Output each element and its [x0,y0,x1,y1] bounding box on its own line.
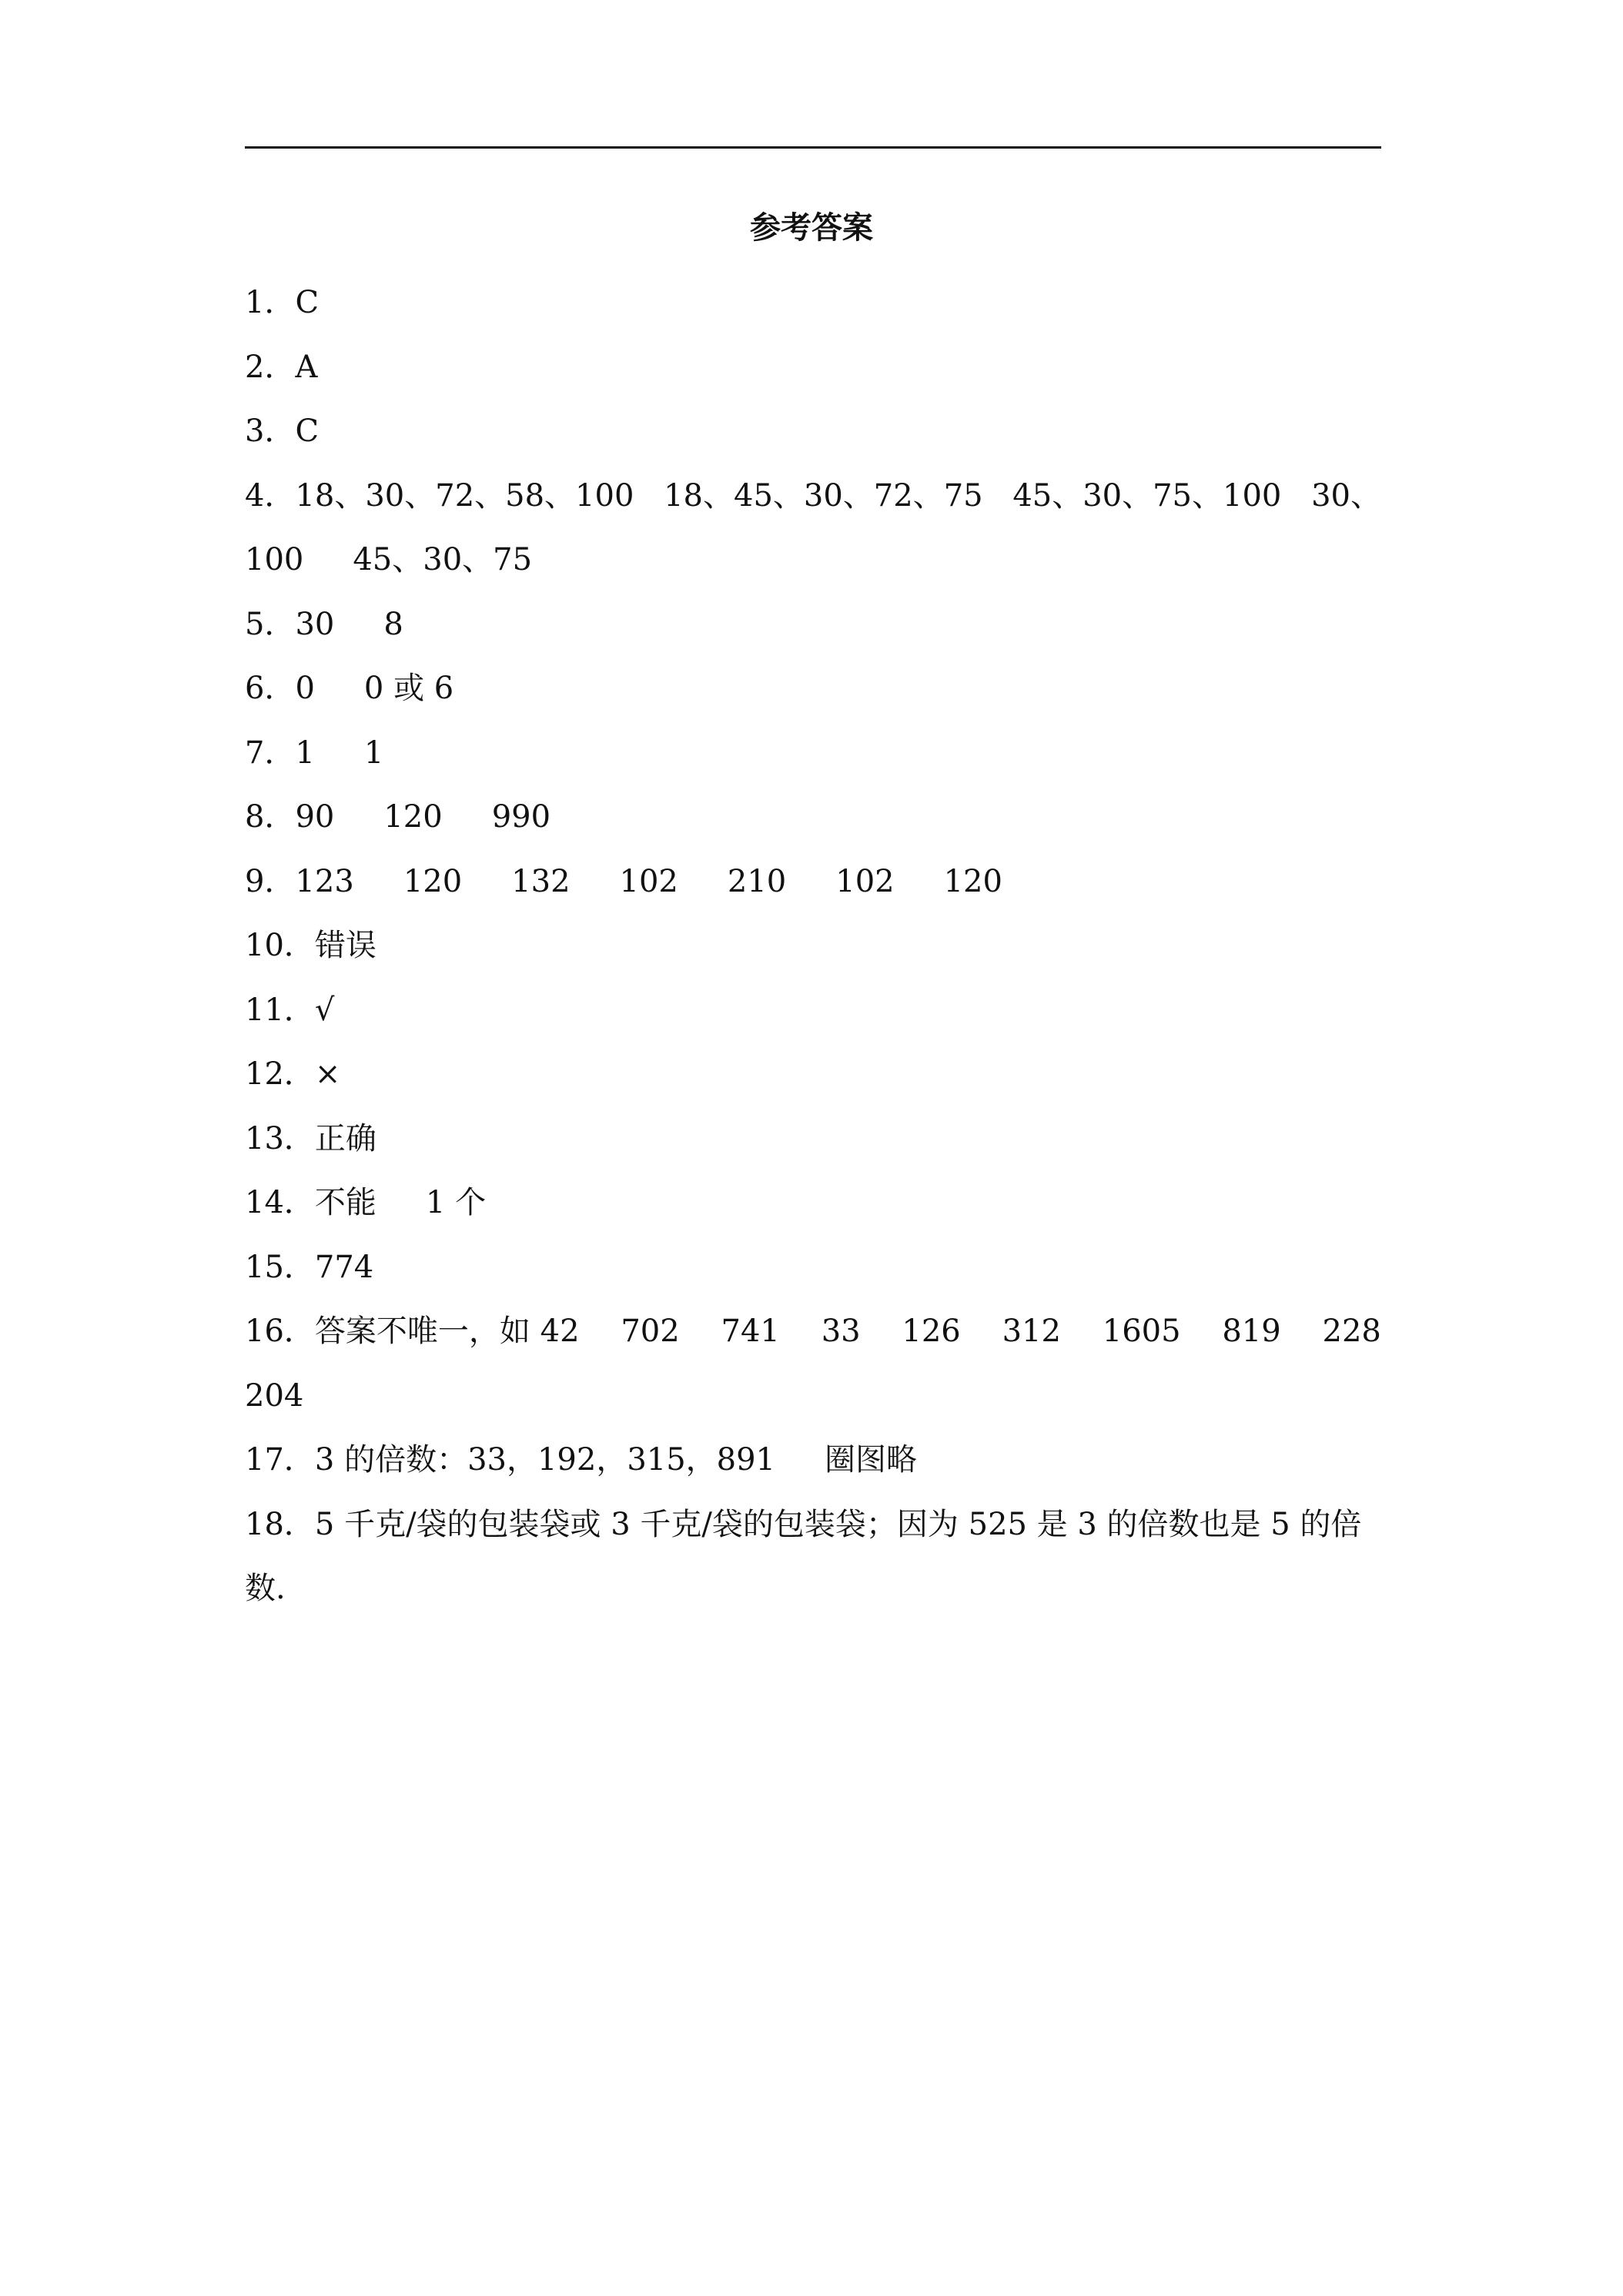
answer-text: 228 [1322,1314,1381,1349]
answer-text: 1 [363,735,384,771]
answer-text: 18、30、72、58、100 [295,477,634,514]
answer-number: 16． [245,1314,315,1349]
answer-number: 13． [245,1120,315,1156]
answer-16 [245,1300,1381,1364]
answer-number: 2． [245,349,296,385]
answer-text: 45、30、75、100 [1012,477,1282,514]
answer-number: 15． [245,1249,315,1285]
answer-number: 6． [245,671,296,706]
answer-text: 100 [245,542,304,577]
answer-number: 12． [245,1056,315,1092]
answer-16-continued [245,1364,1381,1429]
answer-7 [245,721,1381,786]
answer-text: 0 [295,671,315,706]
answer-14 [245,1171,1381,1236]
answer-10 [245,914,1381,979]
answer-text: 120 [943,863,1002,899]
answer-8 [245,785,1381,850]
answer-text: 102 [835,863,895,899]
answer-11 [245,979,1381,1043]
answer-list [245,271,1381,1622]
answer-text: 1 [295,735,315,771]
answer-number: 7． [245,735,296,771]
answer-text: 33 [821,1314,861,1349]
answer-number: 17． [245,1442,315,1478]
answer-text: 312 [1002,1314,1061,1349]
answer-text: 120 [383,799,443,835]
answer-number: 9． [245,863,296,899]
answer-4 [245,464,1381,529]
answer-text: 错误 [314,928,376,963]
page-title: 参考答案 [750,210,873,246]
answer-4-continued [245,528,1381,593]
answer-text: √ [314,992,335,1028]
answer-2 [245,336,1381,400]
answer-number: 14． [245,1185,315,1220]
answer-text: 正确 [314,1120,376,1156]
answer-13 [245,1107,1381,1172]
answer-text: 774 [314,1249,374,1285]
answer-text: 18、45、30、72、75 [664,477,983,514]
header-rule [245,146,1381,149]
answer-text: 3 的倍数：33，192，315，891 [314,1442,776,1478]
answer-number: 5． [245,606,296,642]
answer-text: 102 [619,863,678,899]
answer-text: 126 [902,1314,961,1349]
answer-18 [245,1493,1381,1558]
answer-text: 30、 [1311,477,1381,514]
answer-6 [245,657,1381,721]
answer-text: 120 [403,863,463,899]
answer-text: 741 [721,1314,780,1349]
answer-3 [245,400,1381,464]
answer-text: 不能 [314,1185,376,1220]
answer-text: 0 或 6 [363,671,454,706]
answer-text: A [295,349,318,385]
answer-text: 1 个 [425,1185,487,1220]
answer-15 [245,1236,1381,1300]
answer-text: 132 [511,863,571,899]
answer-text: 5 千克/袋的包装袋或 3 千克/袋的包装袋；因为 525 是 3 的倍数也是 5 的倍 [314,1506,1362,1542]
answer-18-continued [245,1557,1381,1622]
answer-text: 204 [245,1377,304,1414]
answer-text: 数. [245,1571,286,1606]
answer-text: 45、30、75 [353,542,533,577]
answer-text: 702 [621,1314,680,1349]
answer-text: × [314,1056,341,1092]
answer-9 [245,850,1381,915]
answer-number: 1． [245,285,296,320]
answer-text: C [295,285,320,320]
answer-text: 210 [727,863,787,899]
answer-text: 圈图略 [825,1442,918,1478]
answer-text: 1605 [1102,1314,1181,1349]
answer-text: 123 [295,863,354,899]
answer-text: C [295,413,320,449]
answer-text: 819 [1222,1314,1281,1349]
answer-number: 8． [245,799,296,835]
answer-12 [245,1043,1381,1107]
answer-number: 4． [245,477,296,514]
answer-number: 18． [245,1506,315,1542]
answer-text: 90 [295,799,335,835]
answer-17 [245,1428,1381,1493]
answer-1 [245,271,1381,336]
answer-text: 答案不唯一，如 42 [314,1314,580,1349]
answer-text: 8 [383,606,403,642]
answer-text: 990 [491,799,551,835]
answer-5 [245,593,1381,658]
answer-number: 3． [245,413,296,449]
answer-text: 30 [295,606,335,642]
answer-number: 11． [245,992,315,1028]
answer-number: 10． [245,928,315,963]
